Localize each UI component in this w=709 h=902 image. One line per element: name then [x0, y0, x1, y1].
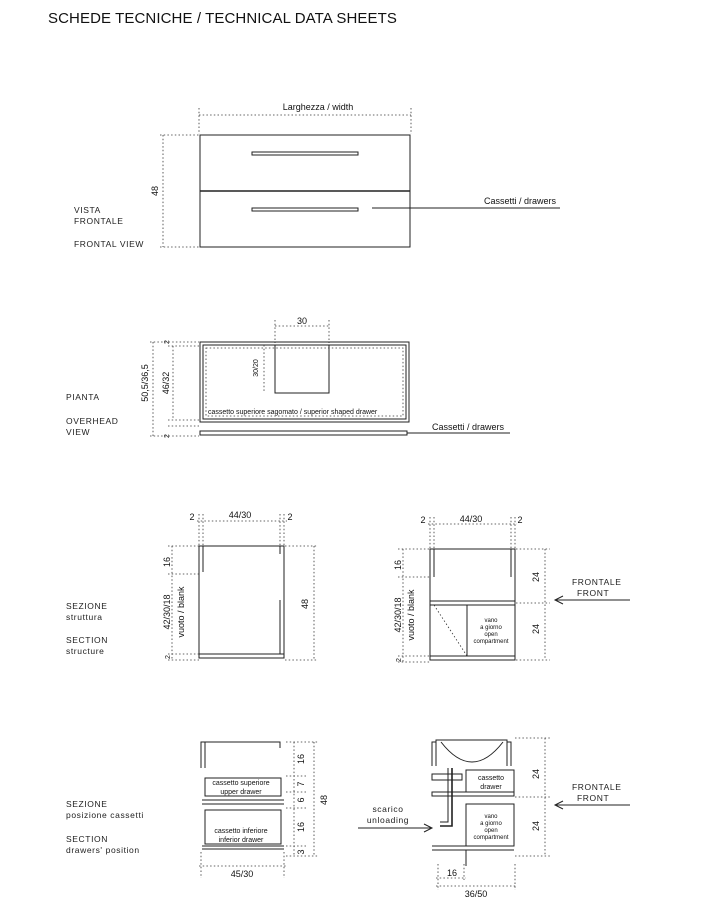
unloading-label: unloading — [366, 815, 410, 825]
drawer-handle-upper — [252, 152, 358, 155]
struct-r-open-2: a giorno — [480, 625, 502, 631]
label-drawers-position: drawers' position — [66, 845, 140, 855]
frontal-view — [74, 102, 560, 249]
struct-r-dim-16: 16 — [393, 559, 403, 571]
struct-l-dim-vert-1: 42/30/18 — [162, 594, 172, 630]
section-structure-left — [162, 510, 318, 660]
label-posizione-cassetti: posizione cassetti — [66, 810, 144, 820]
drawers-l-dim-16a: 16 — [296, 753, 306, 765]
drawers-r-dim-24a: 24 — [531, 768, 541, 780]
drawers-l-dim-48: 48 — [319, 794, 329, 806]
drawers-l-dim-bottom: 45/30 — [230, 869, 254, 879]
struct-l-dim-16: 16 — [162, 556, 172, 568]
drawers-r-open-1: vano — [484, 814, 498, 820]
struct-l-dim-48: 48 — [300, 598, 310, 610]
section-structure-right — [393, 514, 630, 662]
inferior-drawer-label-2: inferior drawer — [218, 837, 264, 844]
section-drawers-right — [358, 738, 630, 899]
label-struttura: struttura — [66, 612, 103, 622]
struct-l-dim-2b: 2 — [165, 655, 172, 659]
plan-dim-outer: 50,5/36,5 — [140, 364, 150, 402]
drawer-handle-lower — [252, 208, 358, 211]
drawers-r-open-3: open — [484, 828, 498, 834]
plan-dim-2-bottom: 2 — [164, 434, 171, 438]
page-title: SCHEDE TECNICHE / TECHNICAL DATA SHEETS — [48, 10, 397, 27]
plan-cutout — [275, 345, 329, 393]
drawers-r-open-4: compartment — [473, 835, 509, 841]
drawers-r-front: FRONT — [577, 793, 610, 803]
struct-r-dim-top: 44/30 — [459, 514, 483, 524]
struct-r-open-1: vano — [484, 618, 498, 624]
section-drawers-labels — [66, 799, 144, 855]
drawers-r-frontale: FRONTALE — [572, 782, 622, 792]
struct-r-dim-2l: 2 — [420, 515, 426, 525]
struct-r-front: FRONT — [577, 588, 610, 598]
struct-l-dim-2r: 2 — [287, 512, 293, 522]
drawers-callout: Cassetti / drawers — [484, 196, 557, 206]
label-sezione-1: SEZIONE — [66, 601, 108, 611]
drawers-r-dim-16: 16 — [446, 868, 458, 878]
label-section-2: SECTION — [66, 834, 108, 844]
plan-dim-2-top: 2 — [164, 340, 171, 344]
overhead-view — [66, 316, 510, 438]
section-drawers-left — [199, 742, 329, 879]
drawers-l-dim-7: 7 — [296, 781, 306, 787]
struct-r-open-3: open — [484, 632, 498, 638]
drawers-l-dim-6: 6 — [296, 797, 306, 803]
drawers-r-dim-24b: 24 — [531, 820, 541, 832]
label-sezione-2: SEZIONE — [66, 799, 108, 809]
label-pianta: PIANTA — [66, 392, 100, 402]
drawers-l-dim-3: 3 — [296, 849, 306, 855]
upper-drawer-label-1: cassetto superiore — [212, 780, 270, 787]
inferior-drawer-label-1: cassetto inferiore — [214, 828, 268, 835]
plan-dim-30: 30 — [296, 316, 308, 326]
plan-drawers-callout: Cassetti / drawers — [432, 422, 505, 432]
right-drawer-label-1: cassetto — [477, 775, 505, 782]
struct-r-dim-24b: 24 — [531, 623, 541, 635]
drawers-r-dim-bottom: 36/50 — [464, 889, 488, 899]
label-view: VIEW — [66, 427, 91, 437]
plan-dim-inner: 46/32 — [161, 371, 171, 395]
struct-r-dim-vert-1: 42/30/18 — [393, 597, 403, 633]
label-structure: structure — [66, 646, 105, 656]
struct-l-dim-vert-2: vuoto / blank — [176, 586, 186, 638]
height-dim-48: 48 — [150, 185, 160, 197]
plan-front-panel — [200, 431, 407, 435]
label-vista: VISTA — [74, 205, 101, 215]
scarico-label: scarico — [372, 804, 404, 814]
upper-drawer-label-2: upper drawer — [220, 789, 262, 796]
label-section-1: SECTION — [66, 635, 108, 645]
struct-r-open-4: compartment — [473, 639, 509, 645]
section-structure-labels — [66, 601, 108, 656]
drawers-l-dim-16b: 16 — [296, 821, 306, 833]
struct-l-dim-top: 44/30 — [228, 510, 252, 520]
struct-r-dim-2b: 2 — [396, 658, 403, 662]
drawers-r-open-2: a giorno — [480, 821, 502, 827]
label-overhead: OVERHEAD — [66, 416, 119, 426]
struct-r-dim-2r: 2 — [517, 515, 523, 525]
plan-dim-cutout: 30/20 — [253, 359, 260, 377]
struct-r-dim-24a: 24 — [531, 571, 541, 583]
width-label: Larghezza / width — [282, 102, 354, 112]
plan-drawer-note: cassetto superiore sagomato / superior shaped drawer — [208, 409, 378, 416]
struct-l-dim-2l: 2 — [189, 512, 195, 522]
struct-r-dim-vert-2: vuoto / blank — [406, 589, 416, 641]
struct-r-frontale: FRONTALE — [572, 577, 622, 587]
label-frontal-view: FRONTAL VIEW — [74, 239, 145, 249]
right-drawer-label-2: drawer — [480, 784, 502, 791]
label-frontale: FRONTALE — [74, 216, 124, 226]
